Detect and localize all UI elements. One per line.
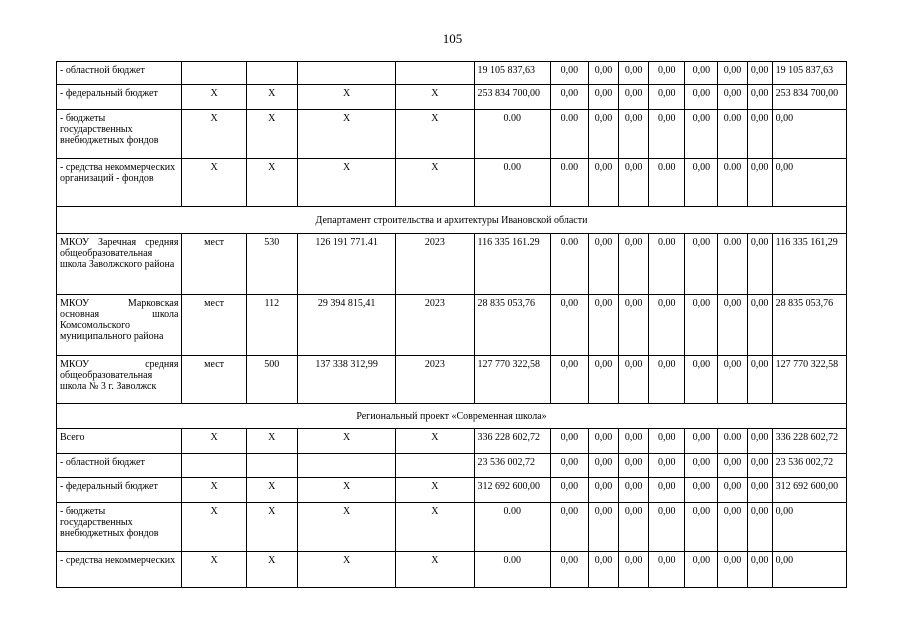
capacity-cell: X: [246, 159, 297, 207]
funding-total-cell: 0.00: [474, 110, 550, 159]
section-header-row: [57, 207, 847, 234]
funding-col-7-cell: 0,00: [747, 295, 772, 356]
unit-cell: X: [182, 429, 246, 454]
estimated-cost-cell: X: [297, 503, 395, 552]
table-row: [57, 552, 847, 588]
funding-col-2-cell: 0,00: [588, 234, 618, 295]
funding-sum-cell: 19 105 837,63: [772, 62, 846, 85]
funding-total-cell: 0.00: [474, 503, 550, 552]
funding-col-6-cell: 0,00: [718, 356, 747, 404]
funding-col-3-cell: 0,00: [619, 234, 649, 295]
year-cell: X: [396, 159, 474, 207]
funding-col-1-cell: 0,00: [550, 429, 588, 454]
funding-sum-cell: 312 692 600,00: [772, 478, 846, 503]
funding-sum-cell: 28 835 053,76: [772, 295, 846, 356]
funding-col-5-cell: 0,00: [685, 295, 718, 356]
funding-col-4-cell: 0,00: [649, 85, 685, 110]
estimated-cost-cell: 126 191 771.41: [297, 234, 395, 295]
table-row: [57, 62, 847, 85]
funding-col-2-cell: 0,00: [588, 552, 618, 588]
funding-col-3-cell: 0,00: [619, 356, 649, 404]
funding-col-5-cell: 0,00: [685, 454, 718, 478]
capacity-cell: X: [246, 552, 297, 588]
funding-col-7-cell: 0,00: [747, 62, 772, 85]
funding-col-4-cell: 0,00: [649, 62, 685, 85]
estimated-cost-cell: [297, 454, 395, 478]
estimated-cost-cell: [297, 62, 395, 85]
year-cell: X: [396, 552, 474, 588]
row-name-cell: Всего: [57, 429, 182, 454]
funding-col-1-cell: 0.00: [550, 110, 588, 159]
table-row: [57, 85, 847, 110]
funding-col-3-cell: 0,00: [619, 429, 649, 454]
funding-col-1-cell: 0,00: [550, 503, 588, 552]
year-cell: 2023: [396, 234, 474, 295]
funding-col-5-cell: 0,00: [685, 429, 718, 454]
funding-col-6-cell: 0,00: [718, 295, 747, 356]
funding-col-5-cell: 0,00: [685, 356, 718, 404]
estimated-cost-cell: X: [297, 110, 395, 159]
funding-total-cell: 23 536 002,72: [474, 454, 550, 478]
funding-col-2-cell: 0,00: [588, 295, 618, 356]
funding-col-4-cell: 0,00: [649, 429, 685, 454]
funding-col-6-cell: 0,00: [718, 62, 747, 85]
funding-col-1-cell: 0.00: [550, 159, 588, 207]
funding-col-1-cell: 0,00: [550, 454, 588, 478]
funding-col-1-cell: 0.00: [550, 234, 588, 295]
funding-col-6-cell: 0.00: [718, 110, 747, 159]
funding-col-7-cell: 0,00: [747, 234, 772, 295]
unit-cell: мест: [182, 234, 246, 295]
funding-col-7-cell: 0,00: [747, 552, 772, 588]
year-cell: 2023: [396, 356, 474, 404]
row-name-cell: - средства некоммерческих: [57, 552, 182, 588]
unit-cell: [182, 62, 246, 85]
funding-sum-cell: 253 834 700,00: [772, 85, 846, 110]
funding-col-7-cell: 0,00: [747, 503, 772, 552]
table-row: [57, 429, 847, 454]
funding-col-3-cell: 0,00: [619, 159, 649, 207]
table-row: [57, 234, 847, 295]
year-cell: 2023: [396, 295, 474, 356]
funding-sum-cell: 127 770 322,58: [772, 356, 846, 404]
funding-col-2-cell: 0,00: [588, 159, 618, 207]
year-cell: X: [396, 85, 474, 110]
estimated-cost-cell: X: [297, 478, 395, 503]
unit-cell: мест: [182, 295, 246, 356]
funding-col-6-cell: 0.00: [718, 159, 747, 207]
unit-cell: X: [182, 110, 246, 159]
table-row: [57, 159, 847, 207]
row-name-cell: - областной бюджет: [57, 454, 182, 478]
funding-col-3-cell: 0,00: [619, 478, 649, 503]
capacity-cell: X: [246, 503, 297, 552]
funding-sum-cell: 0,00: [772, 552, 846, 588]
capacity-cell: X: [246, 478, 297, 503]
capacity-cell: X: [246, 85, 297, 110]
estimated-cost-cell: X: [297, 159, 395, 207]
funding-col-5-cell: 0,00: [685, 503, 718, 552]
funding-col-4-cell: 0.00: [649, 234, 685, 295]
funding-col-3-cell: 0,00: [619, 503, 649, 552]
funding-sum-cell: 0,00: [772, 110, 846, 159]
capacity-cell: X: [246, 110, 297, 159]
estimated-cost-cell: X: [297, 429, 395, 454]
funding-sum-cell: 0,00: [772, 503, 846, 552]
row-name-cell: МКОУ Марковская основная школа Комсомольского муниципального района: [57, 295, 182, 356]
table-row: [57, 503, 847, 552]
funding-col-3-cell: 0,00: [619, 62, 649, 85]
estimated-cost-cell: 137 338 312,99: [297, 356, 395, 404]
year-cell: X: [396, 429, 474, 454]
table-row: [57, 478, 847, 503]
funding-col-1-cell: 0,00: [550, 356, 588, 404]
funding-sum-cell: 0,00: [772, 159, 846, 207]
unit-cell: X: [182, 85, 246, 110]
row-name-cell: - средства некоммерческих организаций - фондов: [57, 159, 182, 207]
funding-col-6-cell: 0.00: [718, 429, 747, 454]
funding-col-2-cell: 0,00: [588, 478, 618, 503]
capacity-cell: [246, 62, 297, 85]
funding-col-6-cell: 0,00: [718, 478, 747, 503]
funding-col-2-cell: 0,00: [588, 356, 618, 404]
funding-col-2-cell: 0,00: [588, 110, 618, 159]
funding-col-6-cell: 0,00: [718, 503, 747, 552]
funding-col-5-cell: 0,00: [685, 234, 718, 295]
funding-col-1-cell: 0,00: [550, 85, 588, 110]
funding-col-3-cell: 0,00: [619, 454, 649, 478]
section-title: Региональный проект «Современная школа»: [57, 404, 847, 429]
year-cell: X: [396, 503, 474, 552]
unit-cell: мест: [182, 356, 246, 404]
funding-col-2-cell: 0,00: [588, 85, 618, 110]
capacity-cell: 530: [246, 234, 297, 295]
funding-col-6-cell: 0.00: [718, 234, 747, 295]
funding-col-7-cell: 0,00: [747, 454, 772, 478]
funding-col-5-cell: 0,00: [685, 552, 718, 588]
funding-sum-cell: 23 536 002,72: [772, 454, 846, 478]
funding-col-4-cell: 0,00: [649, 356, 685, 404]
funding-col-1-cell: 0,00: [550, 62, 588, 85]
funding-col-3-cell: 0,00: [619, 85, 649, 110]
funding-col-2-cell: 0,00: [588, 454, 618, 478]
row-name-cell: - областной бюджет: [57, 62, 182, 85]
funding-col-4-cell: 0,00: [649, 503, 685, 552]
row-name-cell: - федеральный бюджет: [57, 478, 182, 503]
funding-col-5-cell: 0,00: [685, 62, 718, 85]
funding-col-3-cell: 0,00: [619, 110, 649, 159]
unit-cell: X: [182, 159, 246, 207]
estimated-cost-cell: 29 394 815,41: [297, 295, 395, 356]
row-name-cell: МКОУ Заречная средняя общеобразовательная школа Заволжского района: [57, 234, 182, 295]
row-name-cell: - федеральный бюджет: [57, 85, 182, 110]
funding-col-4-cell: 0,00: [649, 478, 685, 503]
funding-total-cell: 312 692 600,00: [474, 478, 550, 503]
funding-col-3-cell: 0,00: [619, 552, 649, 588]
funding-total-cell: 336 228 602,72: [474, 429, 550, 454]
funding-col-4-cell: 0,00: [649, 110, 685, 159]
funding-col-1-cell: 0,00: [550, 552, 588, 588]
capacity-cell: 112: [246, 295, 297, 356]
year-cell: X: [396, 478, 474, 503]
estimated-cost-cell: X: [297, 552, 395, 588]
funding-col-6-cell: 0,00: [718, 454, 747, 478]
year-cell: [396, 454, 474, 478]
estimated-cost-cell: X: [297, 85, 395, 110]
row-name-cell: - бюджеты государственных внебюджетных фондов: [57, 503, 182, 552]
funding-col-4-cell: 0,00: [649, 552, 685, 588]
funding-col-2-cell: 0,00: [588, 503, 618, 552]
funding-col-7-cell: 0,00: [747, 159, 772, 207]
unit-cell: X: [182, 478, 246, 503]
row-name-cell: - бюджеты государственных внебюджетных фондов: [57, 110, 182, 159]
funding-col-6-cell: 0,00: [718, 85, 747, 110]
unit-cell: X: [182, 503, 246, 552]
capacity-cell: 500: [246, 356, 297, 404]
funding-col-5-cell: 0,00: [685, 85, 718, 110]
table-row: [57, 356, 847, 404]
budget-table: [56, 61, 847, 588]
year-cell: [396, 62, 474, 85]
funding-total-cell: 127 770 322,58: [474, 356, 550, 404]
unit-cell: [182, 454, 246, 478]
table-row: [57, 295, 847, 356]
funding-col-7-cell: 0,00: [747, 429, 772, 454]
unit-cell: X: [182, 552, 246, 588]
page-number: 105: [442, 31, 463, 46]
funding-col-4-cell: 0.00: [649, 159, 685, 207]
funding-col-6-cell: 0,00: [718, 552, 747, 588]
funding-total-cell: 0.00: [474, 159, 550, 207]
funding-col-7-cell: 0,00: [747, 356, 772, 404]
funding-col-7-cell: 0,00: [747, 478, 772, 503]
year-cell: X: [396, 110, 474, 159]
funding-col-4-cell: 0,00: [649, 295, 685, 356]
funding-col-1-cell: 0,00: [550, 295, 588, 356]
funding-col-7-cell: 0,00: [747, 110, 772, 159]
funding-col-3-cell: 0,00: [619, 295, 649, 356]
section-header-row: [57, 404, 847, 429]
funding-total-cell: 28 835 053,76: [474, 295, 550, 356]
funding-sum-cell: 116 335 161,29: [772, 234, 846, 295]
funding-col-2-cell: 0,00: [588, 62, 618, 85]
table-row: [57, 454, 847, 478]
table-row: [57, 110, 847, 159]
capacity-cell: X: [246, 429, 297, 454]
capacity-cell: [246, 454, 297, 478]
funding-col-1-cell: 0,00: [550, 478, 588, 503]
funding-total-cell: 116 335 161.29: [474, 234, 550, 295]
funding-col-7-cell: 0,00: [747, 85, 772, 110]
row-name-cell: МКОУ средняя общеобразовательная школа № 3 г. Заволжск: [57, 356, 182, 404]
funding-sum-cell: 336 228 602,72: [772, 429, 846, 454]
funding-col-5-cell: 0,00: [685, 110, 718, 159]
funding-col-2-cell: 0,00: [588, 429, 618, 454]
funding-total-cell: 0.00: [474, 552, 550, 588]
section-title: Департамент строительства и архитектуры Ивановской области: [57, 207, 847, 234]
funding-col-5-cell: 0,00: [685, 159, 718, 207]
funding-total-cell: 253 834 700,00: [474, 85, 550, 110]
funding-col-4-cell: 0,00: [649, 454, 685, 478]
funding-col-5-cell: 0,00: [685, 478, 718, 503]
funding-total-cell: 19 105 837,63: [474, 62, 550, 85]
